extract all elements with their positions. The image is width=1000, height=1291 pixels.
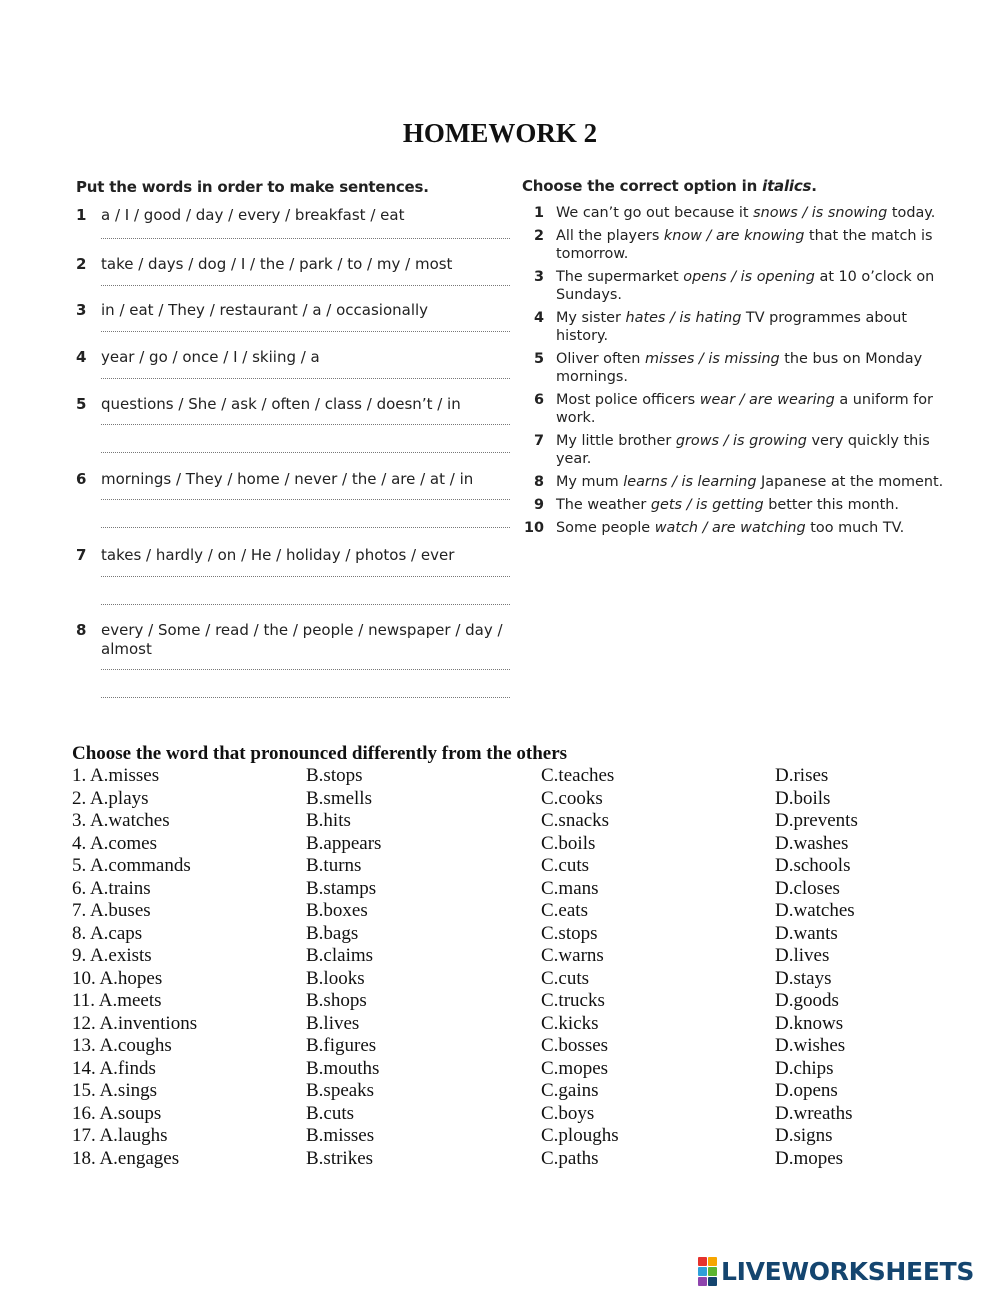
choose-option-item [522, 432, 952, 468]
logo-wordmark: LIVEWORKSHEETS [721, 1256, 975, 1286]
choose-option-heading: Choose the correct option in italics. [522, 177, 817, 195]
sentence-start: My mum [556, 474, 624, 490]
item-number: 5 [533, 351, 544, 367]
option-choices[interactable]: opens / is opening [683, 269, 815, 285]
pronunciation-row [72, 855, 932, 878]
sentence-start: We can’t go out because it [556, 205, 754, 221]
item-number: 1 [533, 205, 544, 221]
sentence-end: at 10 o’clock on Sundays. [556, 269, 935, 303]
pronunciation-row [72, 968, 932, 991]
option-b[interactable]: B.turns [306, 855, 362, 876]
answer-line[interactable] [101, 603, 510, 605]
option-b[interactable]: B.bags [306, 922, 359, 944]
option-d[interactable]: D.wreaths [775, 1102, 853, 1124]
pronunciation-row [72, 900, 932, 923]
reorder-item [76, 395, 510, 453]
option-c[interactable]: C.ploughs [541, 1125, 619, 1146]
sentence-end: the bus on Monday mornings. [556, 351, 923, 385]
reorder-list [76, 206, 510, 698]
option-d[interactable]: D.wishes [775, 1035, 846, 1056]
item-number: 2 [533, 228, 544, 244]
choose-option-item [522, 496, 952, 514]
option-a[interactable]: 2. A.plays [72, 787, 149, 809]
reorder-item [76, 206, 510, 239]
option-a[interactable]: 12. A.inventions [72, 1012, 198, 1034]
pronunciation-table [72, 765, 932, 1170]
option-a[interactable]: 8. A.caps [72, 922, 143, 944]
pronunciation-row [72, 878, 932, 901]
option-d[interactable]: D.rises [775, 765, 829, 786]
option-b[interactable]: B.hits [306, 810, 351, 831]
sentence-start: All the players [556, 228, 664, 244]
answer-line[interactable] [101, 330, 510, 332]
sentence-start: Some people [556, 520, 655, 536]
option-c[interactable]: C.cuts [541, 855, 590, 876]
sentence [556, 309, 952, 345]
logo-block [698, 1277, 707, 1286]
option-a[interactable]: 10. A.hopes [72, 967, 163, 989]
sentence-start: The supermarket [556, 269, 684, 285]
page-title: HOMEWORK 2 [402, 118, 598, 148]
pronunciation-row [72, 788, 932, 811]
logo-block [708, 1277, 717, 1286]
option-c[interactable]: C.bosses [541, 1035, 609, 1056]
option-d[interactable]: D.boils [775, 787, 831, 809]
sentence-start: Oliver often [556, 351, 645, 367]
pronunciation-row [72, 1035, 932, 1058]
item-number: 7 [533, 433, 544, 449]
word-list: every / Some / read / the / people / newspaper / day / almost [101, 621, 503, 658]
item-number: 10 [523, 520, 544, 536]
choose-option-item [522, 473, 952, 491]
answer-line[interactable] [101, 377, 510, 379]
liveworksheets-logo [698, 1257, 974, 1285]
item-number: 3 [76, 301, 87, 319]
option-c[interactable]: C.mans [541, 877, 599, 899]
reorder-item [76, 470, 510, 528]
reorder-section [76, 178, 510, 698]
option-c[interactable]: C.snacks [541, 810, 610, 831]
option-choices[interactable]: gets / is getting [650, 497, 764, 513]
option-c[interactable]: C.gains [541, 1080, 599, 1101]
reorder-item [76, 546, 510, 605]
option-a[interactable]: 4. A.comes [72, 832, 157, 854]
option-a[interactable]: 13. A.coughs [72, 1035, 172, 1056]
option-choices[interactable]: snows / is snowing [753, 205, 888, 221]
sentence [556, 350, 952, 386]
answer-line[interactable] [101, 451, 510, 453]
reorder-item [76, 301, 510, 332]
option-a[interactable]: 18. A.engages [72, 1147, 180, 1169]
word-list: in / eat / They / restaurant / a / occasionally [101, 301, 429, 319]
pronunciation-row [72, 765, 932, 788]
answer-line[interactable] [101, 668, 510, 670]
option-d[interactable]: D.opens [775, 1080, 838, 1101]
choose-option-item [522, 350, 952, 386]
word-list: a / I / good / day / every / breakfast / eat [101, 206, 405, 224]
option-d[interactable]: D.prevents [775, 810, 858, 831]
word-list: takes / hardly / on / He / holiday / photos / ever [101, 546, 455, 564]
sentence-end: better this month. [763, 497, 899, 513]
option-choices[interactable]: misses / is missing [645, 351, 780, 367]
option-d[interactable]: D.signs [775, 1125, 833, 1146]
item-number: 6 [533, 392, 544, 408]
choose-option-item [522, 309, 952, 345]
sentence-end: a uniform for work. [556, 392, 933, 426]
option-b[interactable]: B.figures [306, 1035, 377, 1056]
sentence [556, 473, 952, 491]
option-a[interactable]: 17. A.laughs [72, 1125, 168, 1146]
option-choices[interactable]: learns / is learning [623, 474, 757, 490]
sentence [556, 204, 952, 222]
option-b[interactable]: B.appears [306, 832, 382, 854]
option-choices[interactable]: know / are knowing [663, 228, 805, 244]
word-list: year / go / once / I / skiing / a [101, 348, 320, 366]
answer-line[interactable] [101, 575, 510, 577]
option-d[interactable]: D.chips [775, 1057, 834, 1079]
item-number: 7 [76, 546, 87, 564]
item-number: 8 [76, 621, 87, 639]
option-c[interactable]: C.warns [541, 945, 604, 966]
sentence-start: Most police officers [556, 392, 700, 408]
option-c[interactable]: C.teaches [541, 765, 615, 786]
answer-line[interactable] [101, 284, 510, 286]
sentence-end: today. [887, 205, 936, 221]
sentence-end: very quickly this year. [556, 433, 930, 467]
option-c[interactable]: C.eats [541, 900, 588, 921]
option-b[interactable]: B.looks [306, 967, 365, 989]
option-c[interactable]: C.cooks [541, 787, 603, 809]
option-a[interactable]: 14. A.finds [72, 1057, 156, 1079]
sentence [556, 391, 952, 427]
pronunciation-row [72, 833, 932, 856]
option-c[interactable]: C.cuts [541, 967, 590, 989]
choose-option-list [522, 204, 952, 537]
pronunciation-row [72, 990, 932, 1013]
option-b[interactable]: B.boxes [306, 900, 368, 921]
option-a[interactable]: 11. A.meets [72, 990, 162, 1011]
option-b[interactable]: B.stops [306, 765, 363, 786]
pronunciation-row [72, 1125, 932, 1148]
option-d[interactable]: D.lives [775, 945, 830, 966]
option-choices[interactable]: hates / is hating [625, 310, 742, 326]
pronunciation-row [72, 1013, 932, 1036]
logo-block [698, 1257, 707, 1266]
logo-block [698, 1267, 707, 1276]
option-c[interactable]: C.mopes [541, 1057, 609, 1079]
option-choices[interactable]: watch / are watching [654, 520, 806, 536]
sentence-end: that the match is tomorrow. [556, 228, 933, 262]
sentence [556, 432, 952, 468]
pronunciation-row [72, 810, 932, 833]
pronunciation-row [72, 1148, 932, 1171]
word-list: mornings / They / home / never / the / are / at / in [101, 470, 474, 488]
sentence-end: too much TV. [805, 520, 905, 536]
option-b[interactable]: B.stamps [306, 877, 377, 899]
item-number: 8 [533, 474, 544, 490]
item-number: 9 [533, 497, 544, 513]
option-c[interactable]: C.boys [541, 1102, 595, 1124]
option-a[interactable]: 6. A.trains [72, 877, 151, 899]
option-d[interactable]: D.washes [775, 832, 849, 854]
answer-line[interactable] [101, 526, 510, 528]
sentence [556, 227, 952, 263]
option-a[interactable]: 16. A.soups [72, 1102, 162, 1124]
option-b[interactable]: B.cuts [306, 1102, 355, 1124]
choose-option-section [522, 177, 952, 542]
pronunciation-row [72, 923, 932, 946]
answer-line[interactable] [101, 423, 510, 425]
item-number: 3 [533, 269, 544, 285]
sentence-start: The weather [556, 497, 651, 513]
option-a[interactable]: 3. A.watches [72, 810, 170, 831]
option-b[interactable]: B.strikes [306, 1147, 374, 1169]
option-a[interactable]: 5. A.commands [72, 855, 191, 876]
option-choices[interactable]: wear / are wearing [699, 392, 835, 408]
sentence-start: My little brother [556, 433, 676, 449]
choose-option-item [522, 268, 952, 304]
pronunciation-section [72, 742, 932, 1170]
sentence [556, 496, 952, 514]
answer-line[interactable] [101, 696, 510, 698]
option-d[interactable]: D.mopes [775, 1147, 844, 1169]
pronunciation-row [72, 1080, 932, 1103]
answer-line[interactable] [101, 237, 510, 239]
sentence-end: Japanese at the moment. [756, 474, 944, 490]
pronunciation-heading: Choose the word that pronounced differently from the others [72, 743, 568, 764]
choose-option-item [522, 391, 952, 427]
sentence-start: My sister [556, 310, 626, 326]
option-d[interactable]: D.schools [775, 855, 851, 876]
sentence-end: TV programmes about history. [556, 310, 908, 344]
option-d[interactable]: D.wants [775, 922, 838, 944]
sentence [556, 268, 952, 304]
option-c[interactable]: C.paths [541, 1147, 599, 1169]
option-d[interactable]: D.closes [775, 877, 840, 899]
option-c[interactable]: C.boils [541, 832, 596, 854]
item-number: 2 [76, 255, 87, 273]
logo-block [708, 1257, 717, 1266]
option-c[interactable]: C.stops [541, 922, 598, 944]
word-list: take / days / dog / I / the / park / to / my / most [101, 255, 453, 273]
option-d[interactable]: D.stays [775, 967, 832, 989]
option-c[interactable]: C.kicks [541, 1012, 599, 1034]
option-c[interactable]: C.trucks [541, 990, 605, 1011]
option-a[interactable]: 1. A.misses [72, 765, 160, 786]
item-number: 4 [533, 310, 544, 326]
option-b[interactable]: B.speaks [306, 1080, 375, 1101]
reorder-item [76, 255, 510, 286]
item-number: 4 [76, 348, 87, 366]
pronunciation-row [72, 945, 932, 968]
option-b[interactable]: B.shops [306, 990, 367, 1011]
word-list: questions / She / ask / often / class / doesn’t / in [101, 395, 461, 413]
option-b[interactable]: B.misses [306, 1125, 375, 1146]
pronunciation-row [72, 1058, 932, 1081]
answer-line[interactable] [101, 498, 510, 500]
option-a[interactable]: 9. A.exists [72, 945, 152, 966]
option-b[interactable]: B.mouths [306, 1057, 380, 1079]
option-a[interactable]: 7. A.buses [72, 900, 151, 921]
reorder-item [76, 348, 510, 379]
logo-block [708, 1267, 717, 1276]
option-choices[interactable]: grows / is growing [675, 433, 807, 449]
option-a[interactable]: 15. A.sings [72, 1080, 157, 1101]
logo-blocks-icon [698, 1257, 717, 1286]
option-d[interactable]: D.goods [775, 990, 839, 1011]
pronunciation-row [72, 1103, 932, 1126]
item-number: 6 [76, 470, 87, 488]
choose-option-item [522, 519, 952, 537]
option-d[interactable]: D.watches [775, 900, 855, 921]
item-number: 1 [76, 206, 87, 224]
reorder-item [76, 621, 510, 698]
sentence [556, 519, 952, 537]
reorder-heading: Put the words in order to make sentences. [76, 178, 429, 196]
option-b[interactable]: B.lives [306, 1012, 360, 1034]
choose-option-item [522, 227, 952, 263]
item-number: 5 [76, 395, 87, 413]
option-b[interactable]: B.claims [306, 945, 374, 966]
choose-option-item [522, 204, 952, 222]
option-d[interactable]: D.knows [775, 1012, 844, 1034]
option-b[interactable]: B.smells [306, 787, 372, 809]
